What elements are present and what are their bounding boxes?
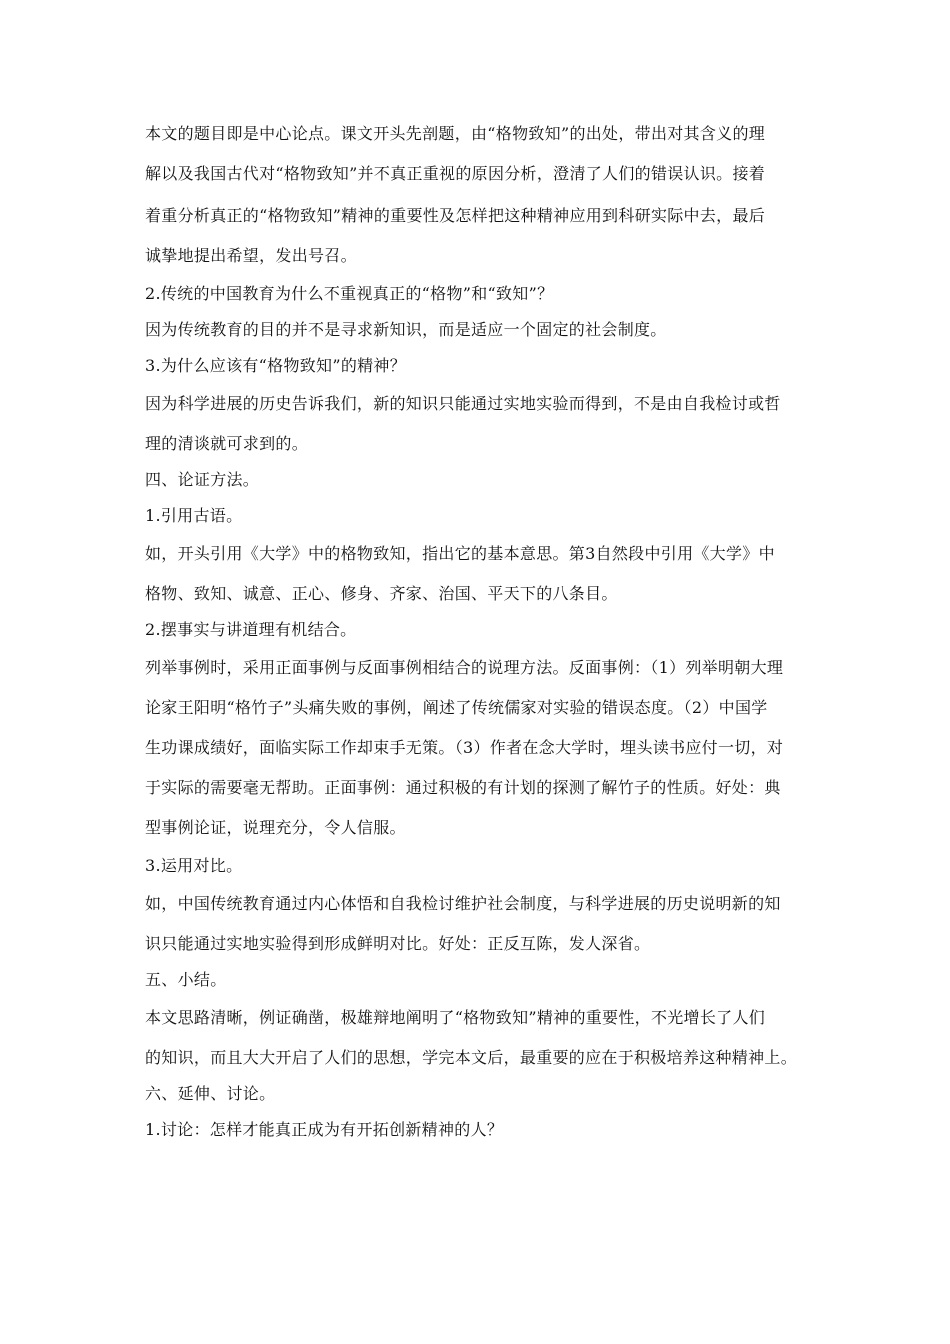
text-line: 于实际的需要毫无帮助。正面事例：通过积极的有计划的探测了解竹子的性质。好处：典 bbox=[145, 778, 781, 797]
subsection-heading: 2.摆事实与讲道理有机结合。 bbox=[145, 620, 357, 639]
text-line: 生功课成绩好，面临实际工作却束手无策。（3）作者在念大学时，埋头读书应付一切，对 bbox=[145, 738, 784, 757]
subsection-heading: 1.讨论：怎样才能真正成为有开拓创新精神的人？ bbox=[145, 1120, 504, 1139]
text-line: 的知识，而且大大开启了人们的思想，学完本文后，最重要的应在于积极培养这种精神上。 bbox=[145, 1048, 798, 1067]
text-line: 型事例论证，说理充分，令人信服。 bbox=[145, 818, 406, 837]
text-line: 如，开头引用《大学》中的格物致知，指出它的基本意思。第3自然段中引用《大学》中 bbox=[145, 544, 775, 563]
section-heading: 六、延伸、讨论。 bbox=[145, 1084, 276, 1103]
section-heading: 四、论证方法。 bbox=[145, 470, 260, 489]
text-line: 解以及我国古代对“格物致知”并不真正重视的原因分析，澄清了人们的错误认识。接着 bbox=[145, 164, 766, 183]
text-line: 识只能通过实地实验得到形成鲜明对比。好处：正反互陈，发人深省。 bbox=[145, 934, 651, 953]
question-heading: 2.传统的中国教育为什么不重视真正的“格物”和“致知”？ bbox=[145, 284, 554, 303]
text-line: 论家王阳明“格竹子”头痛失败的事例，阐述了传统儒家对实验的错误态度。（2）中国学 bbox=[145, 698, 768, 717]
text-line: 如，中国传统教育通过内心体悟和自我检讨维护社会制度，与科学进展的历史说明新的知 bbox=[145, 894, 781, 913]
subsection-heading: 1.引用古语。 bbox=[145, 506, 243, 525]
text-line: 格物、致知、诚意、正心、修身、齐家、治国、平天下的八条目。 bbox=[145, 584, 618, 603]
subsection-heading: 3.运用对比。 bbox=[145, 856, 243, 875]
text-line: 列举事例时，采用正面事例与反面事例相结合的说理方法。反面事例：（1）列举明朝大理 bbox=[145, 658, 784, 677]
text-line: 理的清谈就可求到的。 bbox=[145, 434, 309, 453]
text-line: 本文的题目即是中心论点。课文开头先剖题，由“格物致知”的出处，带出对其含义的理 bbox=[145, 124, 766, 143]
text-line: 本文思路清晰，例证确凿，极雄辩地阐明了“格物致知”精神的重要性，不光增长了人们 bbox=[145, 1008, 766, 1027]
text-line: 着重分析真正的“格物致知”精神的重要性及怎样把这种精神应用到科研实际中去，最后 bbox=[145, 206, 766, 225]
text-line: 因为传统教育的目的并不是寻求新知识，而是适应一个固定的社会制度。 bbox=[145, 320, 667, 339]
question-heading: 3.为什么应该有“格物致知”的精神？ bbox=[145, 356, 407, 375]
section-heading: 五、小结。 bbox=[145, 970, 227, 989]
text-line: 诚挚地提出希望，发出号召。 bbox=[145, 246, 357, 265]
text-line: 因为科学进展的历史告诉我们，新的知识只能通过实地实验而得到，不是由自我检讨或哲 bbox=[145, 394, 781, 413]
